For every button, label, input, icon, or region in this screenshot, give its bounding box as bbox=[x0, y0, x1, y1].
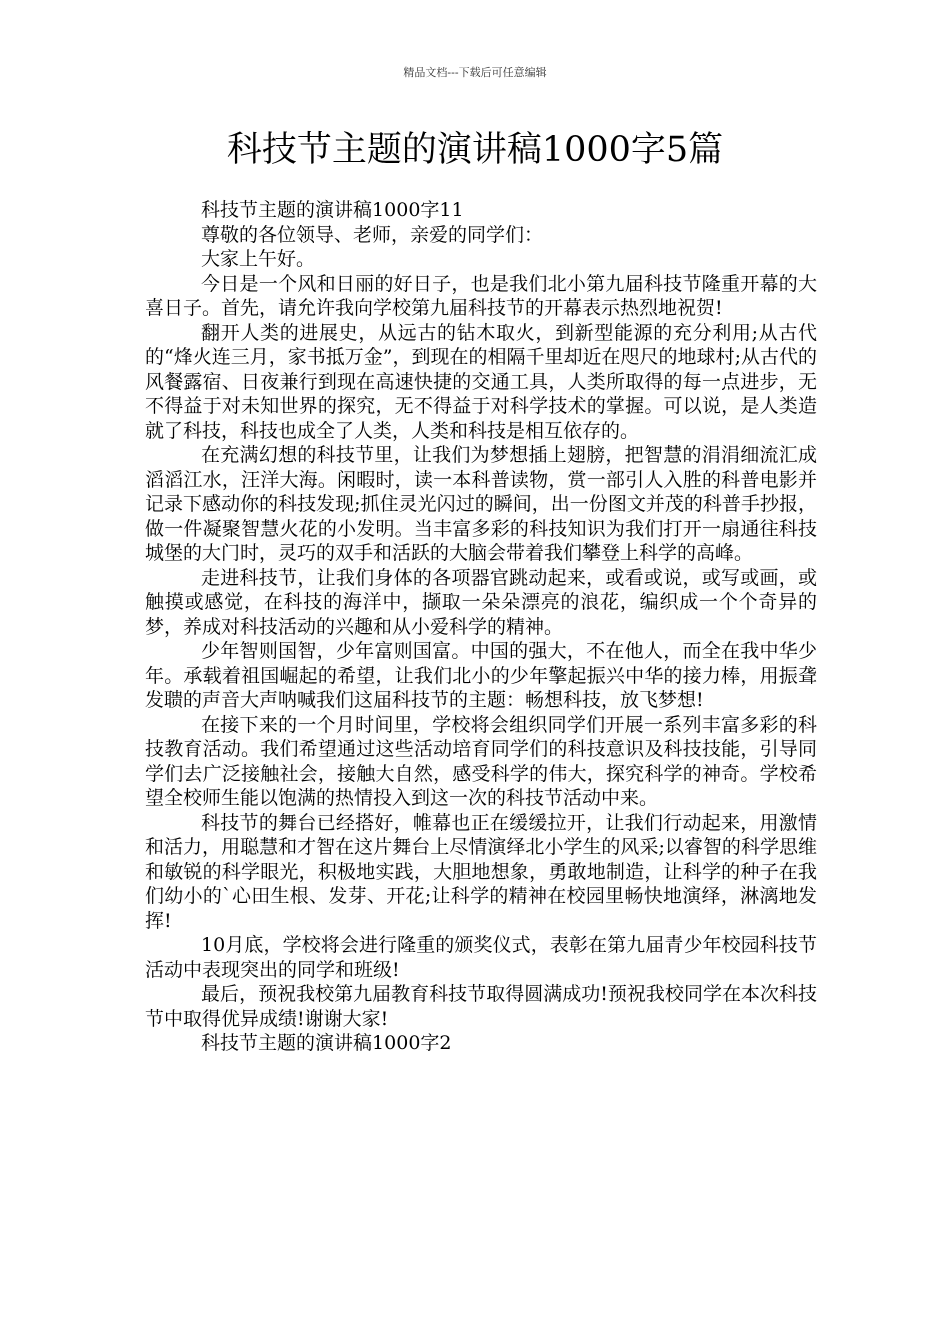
body-paragraph: 在接下来的一个月时间里，学校将会组织同学们开展一系列丰富多彩的科技教育活动。我们希望通过这些活动培育同学们的科技意识及科技技能，引导同学们去广泛接触社会，接触大自然，感受科学的伟大，探究科学的神奇。学校希望全校师生能以饱满的热情投入到这一次的科技节活动中来。 bbox=[145, 713, 817, 809]
header-note: 精品文档---下载后可任意编辑 bbox=[403, 66, 547, 79]
next-section-heading: 科技节主题的演讲稿1000字2 bbox=[201, 1032, 452, 1054]
salutation-paragraph: 尊敬的各位领导、老师，亲爱的同学们： bbox=[201, 223, 544, 246]
document-body bbox=[145, 198, 817, 1056]
body-paragraph: 在充满幻想的科技节里，让我们为梦想插上翅膀，把智慧的涓涓细流汇成滔滔江水，汪洋大海。闲暇时，读一本科普读物，赏一部引人入胜的科普电影并记录下感动你的科技发现;抓住灵光闪过的瞬间，出一份图文并茂的科普手抄报，做一件凝聚智慧火花的小发明。当丰富多彩的科技知识为我们打开一扇通往科技城堡的大门时，灵巧的双手和活跃的大脑会带着我们攀登上科学的高峰。 bbox=[145, 444, 817, 564]
subtitle-paragraph: 科技节主题的演讲稿1000字11 bbox=[201, 199, 464, 221]
body-paragraph: 科技节的舞台已经搭好，帷幕也正在缓缓拉开，让我们行动起来，用激情和活力，用聪慧和才智在这片舞台上尽情演绎北小学生的风采;以睿智的科学思维和敏锐的科学眼光，积极地实践，大胆地想象，勇敢地制造，让科学的种子在我们幼小的`心田生根、发芽、开花;让科学的精神在校园里畅快地演绎，淋漓地发挥! bbox=[145, 811, 817, 932]
body-paragraph: 今日是一个风和日丽的好日子，也是我们北小第九届科技节隆重开幕的大喜日子。首先，请允许我向学校第九届科技节的开幕表示热烈地祝贺! bbox=[145, 272, 817, 319]
body-paragraph: 10月底，学校将会进行隆重的颁奖仪式，表彰在第九届青少年校园科技节活动中表现突出的同学和班级! bbox=[145, 934, 817, 981]
closing-paragraph: 最后，预祝我校第九届教育科技节取得圆满成功!预祝我校同学在本次科技节中取得优异成绩!谢谢大家! bbox=[145, 983, 817, 1030]
body-paragraph: 少年智则国智，少年富则国富。中国的强大，不在他人，而全在我中华少年。承载着祖国崛起的希望，让我们北小的少年擎起振兴中华的接力棒，用振聋发聩的声音大声呐喊我们这届科技节的主题：畅想科技，放飞梦想! bbox=[145, 640, 817, 711]
body-paragraph: 走进科技节，让我们身体的各项器官跳动起来，或看或说，或写或画，或触摸或感觉，在科技的海洋中，撷取一朵朵漂亮的浪花，编织成一个个奇异的梦，养成对科技活动的兴趣和从小爱科学的精神。 bbox=[145, 566, 817, 638]
body-paragraph: 翻开人类的进展史，从远古的钻木取火，到新型能源的充分利用;从古代的“烽火连三月，家书抵万金”，到现在的相隔千里却近在咫尺的地球村;从古代的风餐露宿、日夜兼行到现在高速快捷的交通工具，人类所取得的每一点进步，无不得益于对未知世界的探究，无不得益于对科学技术的掌握。可以说，是人类造就了科技，科技也成全了人类，人类和科技是相互依存的。 bbox=[145, 321, 817, 442]
document-title: 科技节主题的演讲稿1000字5篇 bbox=[226, 130, 724, 170]
greeting-paragraph: 大家上午好。 bbox=[201, 248, 316, 270]
